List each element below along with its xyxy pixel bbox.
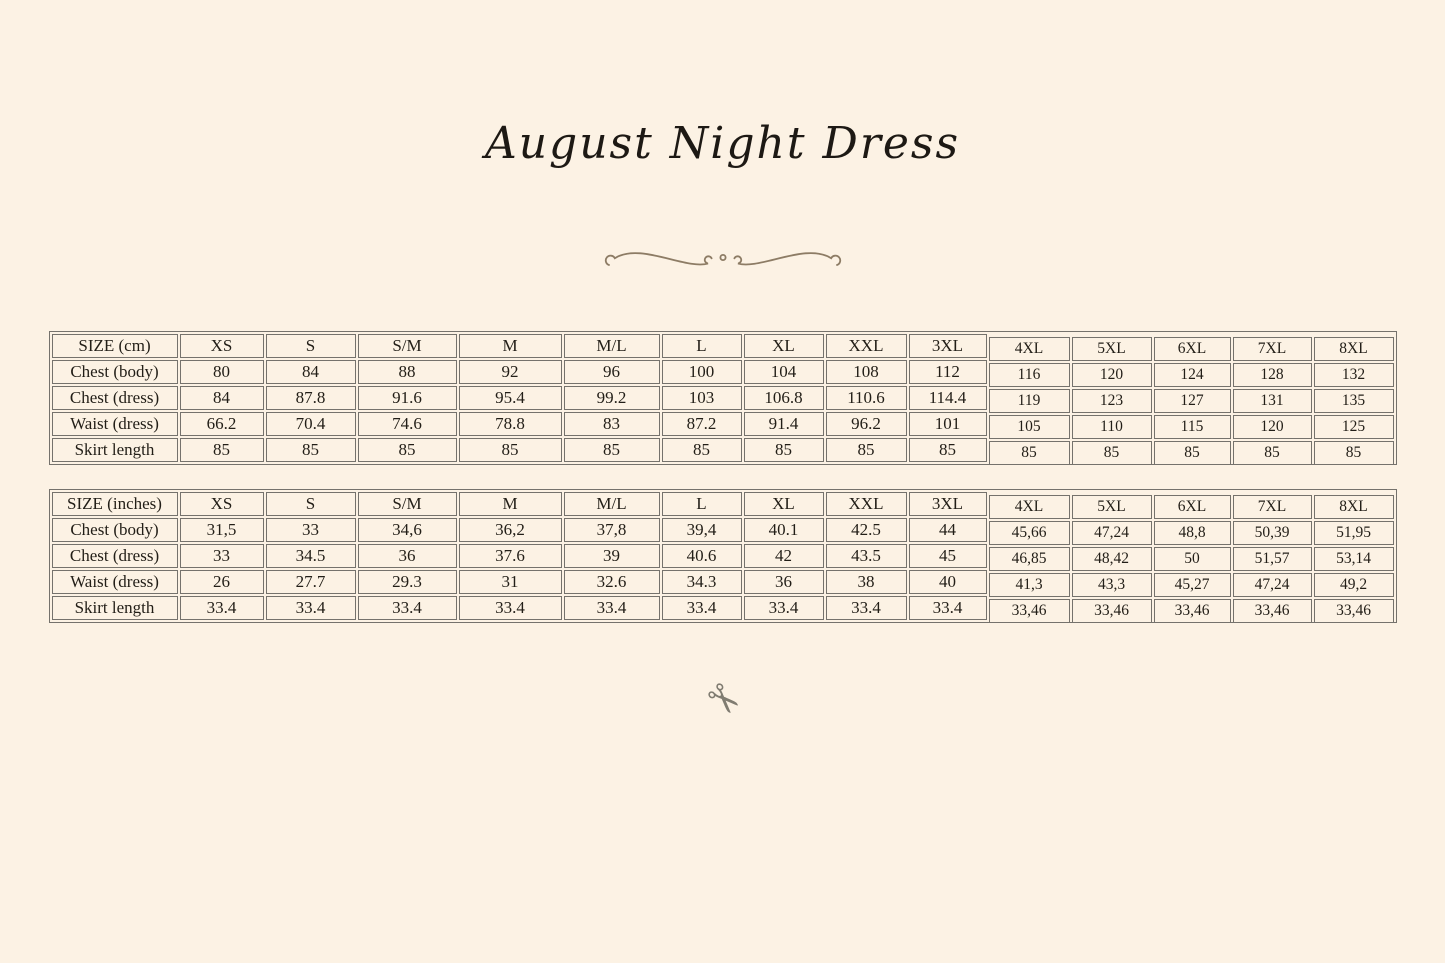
value-cell: 34.5	[266, 544, 356, 568]
value-cell: 95.4	[459, 386, 562, 410]
value-cell: 110	[1072, 415, 1152, 439]
size-column-header: XL	[744, 492, 824, 516]
size-table-cm	[49, 331, 1397, 465]
value-cell: 33.4	[744, 596, 824, 620]
row-label-cell: Chest (dress)	[52, 544, 178, 568]
table-row	[52, 360, 1394, 384]
value-cell: 101	[909, 412, 987, 436]
value-cell: 120	[1072, 363, 1152, 387]
table-row	[52, 438, 1394, 462]
value-cell: 105	[989, 415, 1070, 439]
value-cell: 96.2	[826, 412, 907, 436]
size-column-header: 7XL	[1233, 337, 1312, 361]
value-cell: 53,14	[1314, 547, 1394, 571]
value-cell: 110.6	[826, 386, 907, 410]
value-cell: 43.5	[826, 544, 907, 568]
value-cell: 116	[989, 363, 1070, 387]
value-cell: 85	[180, 438, 264, 462]
value-cell: 39,4	[662, 518, 742, 542]
value-cell: 32.6	[564, 570, 660, 594]
value-cell: 74.6	[358, 412, 457, 436]
value-cell: 33	[266, 518, 356, 542]
size-column-header: M	[459, 492, 562, 516]
value-cell: 88	[358, 360, 457, 384]
row-label-cell: Chest (body)	[52, 360, 178, 384]
value-cell: 85	[358, 438, 457, 462]
value-cell: 47,24	[1072, 521, 1152, 545]
value-cell: 51,95	[1314, 521, 1394, 545]
row-label-cell: Waist (dress)	[52, 412, 178, 436]
value-cell: 106.8	[744, 386, 824, 410]
row-label-cell: Skirt length	[52, 438, 178, 462]
size-column-header: 8XL	[1314, 337, 1394, 361]
value-cell: 36	[744, 570, 824, 594]
divider-flourish-icon	[0, 239, 1445, 275]
value-cell: 48,42	[1072, 547, 1152, 571]
table-row	[52, 386, 1394, 410]
value-cell: 50	[1154, 547, 1231, 571]
row-label-cell: Waist (dress)	[52, 570, 178, 594]
value-cell: 85	[909, 438, 987, 462]
flourish-svg	[594, 239, 852, 275]
size-column-header: XL	[744, 334, 824, 358]
value-cell: 33	[180, 544, 264, 568]
value-cell: 33.4	[358, 596, 457, 620]
size-column-header: XS	[180, 492, 264, 516]
size-column-header: 8XL	[1314, 495, 1394, 519]
value-cell: 42.5	[826, 518, 907, 542]
value-cell: 33,46	[1314, 599, 1394, 623]
size-column-header: 6XL	[1154, 495, 1231, 519]
value-cell: 84	[266, 360, 356, 384]
value-cell: 26	[180, 570, 264, 594]
value-cell: 37,8	[564, 518, 660, 542]
size-unit-cell: SIZE (inches)	[52, 492, 178, 516]
size-column-header: 6XL	[1154, 337, 1231, 361]
scissors-icon	[0, 671, 1445, 737]
scissors-glyph: ✂	[694, 671, 751, 729]
value-cell: 37.6	[459, 544, 562, 568]
value-cell: 131	[1233, 389, 1312, 413]
value-cell: 33.4	[180, 596, 264, 620]
table-row	[52, 544, 1394, 568]
value-cell: 85	[826, 438, 907, 462]
value-cell: 33.4	[909, 596, 987, 620]
size-column-header: 4XL	[989, 337, 1070, 361]
value-cell: 33.4	[826, 596, 907, 620]
size-column-header: XS	[180, 334, 264, 358]
value-cell: 92	[459, 360, 562, 384]
value-cell: 114.4	[909, 386, 987, 410]
value-cell: 36,2	[459, 518, 562, 542]
size-column-header: L	[662, 334, 742, 358]
size-column-header: S/M	[358, 492, 457, 516]
value-cell: 29.3	[358, 570, 457, 594]
size-column-header: S	[266, 334, 356, 358]
value-cell: 47,24	[1233, 573, 1312, 597]
size-column-header: XXL	[826, 492, 907, 516]
value-cell: 34,6	[358, 518, 457, 542]
value-cell: 27.7	[266, 570, 356, 594]
size-column-header: M/L	[564, 492, 660, 516]
value-cell: 43,3	[1072, 573, 1152, 597]
value-cell: 34.3	[662, 570, 742, 594]
value-cell: 100	[662, 360, 742, 384]
value-cell: 115	[1154, 415, 1231, 439]
value-cell: 78.8	[459, 412, 562, 436]
value-cell: 120	[1233, 415, 1312, 439]
page-title: August Night Dress	[484, 118, 961, 169]
table-row	[52, 412, 1394, 436]
size-column-header: 3XL	[909, 492, 987, 516]
value-cell: 49,2	[1314, 573, 1394, 597]
value-cell: 112	[909, 360, 987, 384]
value-cell: 45,66	[989, 521, 1070, 545]
value-cell: 80	[180, 360, 264, 384]
size-column-header: M/L	[564, 334, 660, 358]
value-cell: 85	[662, 438, 742, 462]
value-cell: 85	[989, 441, 1070, 465]
value-cell: 135	[1314, 389, 1394, 413]
value-cell: 83	[564, 412, 660, 436]
value-cell: 124	[1154, 363, 1231, 387]
value-cell: 85	[744, 438, 824, 462]
value-cell: 85	[1154, 441, 1231, 465]
row-label-cell: Skirt length	[52, 596, 178, 620]
value-cell: 33,46	[989, 599, 1070, 623]
value-cell: 132	[1314, 363, 1394, 387]
value-cell: 103	[662, 386, 742, 410]
value-cell: 85	[266, 438, 356, 462]
value-cell: 85	[1314, 441, 1394, 465]
header-row	[52, 334, 1394, 358]
value-cell: 70.4	[266, 412, 356, 436]
header-row	[52, 492, 1394, 516]
value-cell: 40.1	[744, 518, 824, 542]
size-column-header: 5XL	[1072, 495, 1152, 519]
size-table-inches	[49, 489, 1397, 623]
size-column-header: 4XL	[989, 495, 1070, 519]
row-label-cell: Chest (dress)	[52, 386, 178, 410]
value-cell: 31	[459, 570, 562, 594]
size-column-header: S	[266, 492, 356, 516]
value-cell: 31,5	[180, 518, 264, 542]
value-cell: 85	[564, 438, 660, 462]
value-cell: 42	[744, 544, 824, 568]
value-cell: 40.6	[662, 544, 742, 568]
value-cell: 45,27	[1154, 573, 1231, 597]
value-cell: 84	[180, 386, 264, 410]
value-cell: 45	[909, 544, 987, 568]
size-column-header: S/M	[358, 334, 457, 358]
value-cell: 39	[564, 544, 660, 568]
size-column-header: 3XL	[909, 334, 987, 358]
value-cell: 91.6	[358, 386, 457, 410]
value-cell: 104	[744, 360, 824, 384]
value-cell: 85	[1072, 441, 1152, 465]
value-cell: 38	[826, 570, 907, 594]
value-cell: 123	[1072, 389, 1152, 413]
size-column-header: M	[459, 334, 562, 358]
value-cell: 33,46	[1072, 599, 1152, 623]
value-cell: 46,85	[989, 547, 1070, 571]
size-column-header: 5XL	[1072, 337, 1152, 361]
value-cell: 36	[358, 544, 457, 568]
value-cell: 33.4	[266, 596, 356, 620]
value-cell: 44	[909, 518, 987, 542]
value-cell: 85	[1233, 441, 1312, 465]
value-cell: 66.2	[180, 412, 264, 436]
value-cell: 96	[564, 360, 660, 384]
value-cell: 33.4	[564, 596, 660, 620]
value-cell: 50,39	[1233, 521, 1312, 545]
value-cell: 87.8	[266, 386, 356, 410]
value-cell: 85	[459, 438, 562, 462]
value-cell: 125	[1314, 415, 1394, 439]
value-cell: 99.2	[564, 386, 660, 410]
value-cell: 40	[909, 570, 987, 594]
value-cell: 33,46	[1233, 599, 1312, 623]
value-cell: 91.4	[744, 412, 824, 436]
value-cell: 33.4	[662, 596, 742, 620]
table-row	[52, 570, 1394, 594]
value-cell: 51,57	[1233, 547, 1312, 571]
size-column-header: 7XL	[1233, 495, 1312, 519]
size-column-header: XXL	[826, 334, 907, 358]
table-row	[52, 596, 1394, 620]
size-column-header: L	[662, 492, 742, 516]
value-cell: 127	[1154, 389, 1231, 413]
size-unit-cell: SIZE (cm)	[52, 334, 178, 358]
value-cell: 48,8	[1154, 521, 1231, 545]
table-row	[52, 518, 1394, 542]
value-cell: 41,3	[989, 573, 1070, 597]
row-label-cell: Chest (body)	[52, 518, 178, 542]
value-cell: 87.2	[662, 412, 742, 436]
value-cell: 33.4	[459, 596, 562, 620]
value-cell: 128	[1233, 363, 1312, 387]
value-cell: 108	[826, 360, 907, 384]
value-cell: 119	[989, 389, 1070, 413]
value-cell: 33,46	[1154, 599, 1231, 623]
